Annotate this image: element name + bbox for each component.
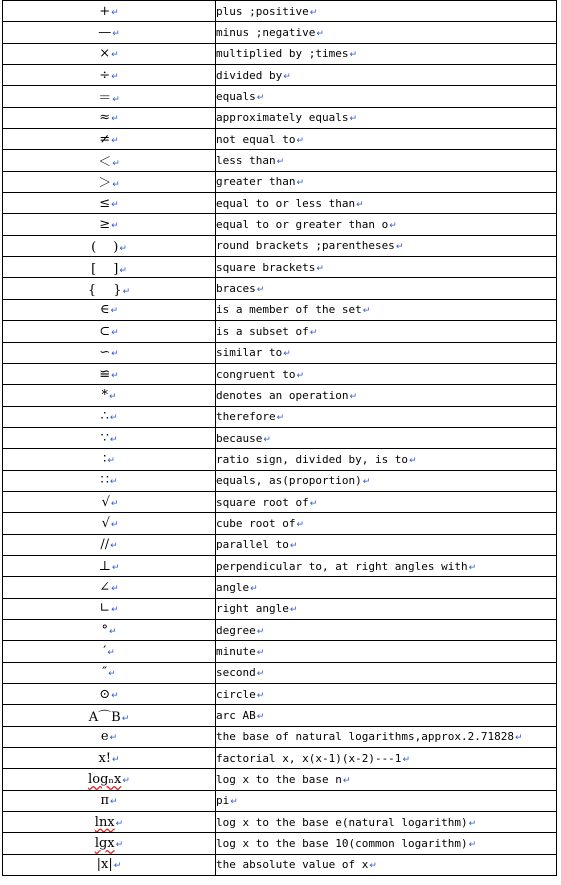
symbol-cell [3, 129, 216, 150]
paragraph-mark-icon: ↵ [111, 71, 119, 82]
symbol-text: { } [87, 283, 122, 299]
table-row [3, 513, 557, 534]
meaning-cell [216, 748, 557, 769]
paragraph-mark-icon: ↵ [111, 690, 119, 701]
paragraph-mark-icon: ↵ [110, 498, 119, 509]
paragraph-mark-icon: ↵ [395, 242, 404, 253]
symbol-text: ° [101, 622, 108, 638]
meaning-text: degree [216, 623, 256, 637]
paragraph-mark-icon: ↵ [110, 519, 119, 530]
symbol-cell [3, 43, 216, 64]
table-row [3, 278, 557, 299]
meaning-cell [216, 684, 557, 705]
table-row [3, 726, 557, 747]
symbol-text: ≠ [99, 131, 111, 147]
meaning-text: right angle [216, 602, 289, 616]
paragraph-mark-icon: ↵ [276, 413, 285, 424]
meaning-cell [216, 1, 557, 22]
symbol-cell [3, 812, 216, 833]
symbol-text: π [100, 793, 109, 809]
paragraph-mark-icon: ↵ [276, 157, 285, 168]
symbol-text: ＜ [98, 155, 112, 171]
table-row [3, 812, 557, 833]
symbol-text: ≈ [99, 110, 111, 126]
symbol-text: ⊙ [99, 686, 111, 702]
paragraph-mark-icon: ↵ [109, 413, 118, 424]
meaning-cell [216, 641, 557, 662]
table-row [3, 385, 557, 406]
meaning-cell [216, 342, 557, 363]
symbol-cell [3, 107, 216, 128]
meaning-cell [216, 726, 557, 747]
paragraph-mark-icon: ↵ [316, 263, 324, 274]
paragraph-mark-icon: ↵ [256, 712, 265, 723]
symbol-cell [3, 705, 216, 726]
symbol-cell [3, 619, 216, 640]
symbol-cell [3, 577, 216, 598]
meaning-text: second [216, 666, 256, 680]
table-row [3, 299, 557, 320]
symbol-cell [3, 385, 216, 406]
meaning-cell [216, 22, 557, 43]
symbol-text: |x| [96, 857, 113, 873]
symbol-cell [3, 684, 216, 705]
meaning-cell [216, 257, 557, 278]
paragraph-mark-icon: ↵ [256, 647, 265, 658]
meaning-text: similar to [216, 346, 283, 360]
meaning-text: approximately equals [216, 111, 349, 125]
paragraph-mark-icon: ↵ [349, 50, 357, 61]
symbol-text: * [101, 387, 108, 403]
symbol-cell [3, 641, 216, 662]
meaning-text: ratio sign, divided by, is to [216, 452, 409, 466]
paragraph-mark-icon: ↵ [112, 159, 120, 170]
symbol-text: ÷ [99, 67, 111, 83]
table-row [3, 22, 557, 43]
math-symbols-table [2, 0, 557, 876]
meaning-text: round brackets ;parentheses [216, 239, 395, 253]
symbol-cell [3, 214, 216, 235]
table-row [3, 534, 557, 555]
symbol-text: ∠ [99, 579, 111, 595]
paragraph-mark-icon: ↵ [230, 797, 238, 808]
symbol-cell [3, 150, 216, 171]
paragraph-mark-icon: ↵ [309, 498, 318, 509]
paragraph-mark-icon: ↵ [111, 135, 119, 146]
symbol-cell [3, 278, 216, 299]
symbol-cell [3, 427, 216, 448]
meaning-text: denotes an operation [216, 388, 349, 402]
paragraph-mark-icon: ↵ [283, 349, 291, 360]
meaning-cell [216, 833, 557, 854]
paragraph-mark-icon: ↵ [119, 265, 127, 276]
symbol-text: ⊥ [98, 558, 111, 574]
symbol-cell [3, 555, 216, 576]
table-row [3, 833, 557, 854]
symbol-text: ∈ [99, 302, 110, 318]
symbol-cell [3, 321, 216, 342]
meaning-cell [216, 513, 557, 534]
paragraph-mark-icon: ↵ [296, 178, 305, 189]
table-row [3, 129, 557, 150]
symbol-text: ＝ [98, 91, 112, 107]
paragraph-mark-icon: ↵ [263, 434, 271, 445]
meaning-cell [216, 577, 557, 598]
meaning-cell [216, 427, 557, 448]
paragraph-mark-icon: ↵ [362, 477, 371, 488]
paragraph-mark-icon: ↵ [111, 50, 119, 61]
paragraph-mark-icon: ↵ [119, 244, 127, 255]
symbol-cell [3, 342, 216, 363]
paragraph-mark-icon: ↵ [402, 754, 410, 765]
meaning-cell [216, 150, 557, 171]
meaning-cell [216, 385, 557, 406]
table-row [3, 684, 557, 705]
symbol-cell [3, 171, 216, 192]
paragraph-mark-icon: ↵ [111, 583, 119, 594]
meaning-text: the base of natural logarithms,approx.2.71828 [216, 730, 515, 744]
paragraph-mark-icon: ↵ [115, 840, 124, 851]
meaning-text: equal to or less than [216, 196, 356, 210]
paragraph-mark-icon: ↵ [111, 7, 119, 18]
paragraph-mark-icon: ↵ [515, 733, 523, 744]
meaning-text: multiplied by ;times [216, 47, 349, 61]
paragraph-mark-icon: ↵ [356, 199, 364, 210]
meaning-text: minus ;negative [216, 26, 316, 40]
meaning-cell [216, 321, 557, 342]
paragraph-mark-icon: ↵ [256, 93, 265, 104]
paragraph-mark-icon: ↵ [112, 180, 120, 191]
symbol-text: logₙx [88, 772, 122, 788]
meaning-cell [216, 43, 557, 64]
table-row [3, 748, 557, 769]
meaning-cell [216, 598, 557, 619]
symbol-text: ∶ [103, 451, 107, 467]
table-row [3, 193, 557, 214]
meaning-text: angle [216, 580, 250, 594]
paragraph-mark-icon: ↵ [111, 327, 119, 338]
table-row [3, 43, 557, 64]
meaning-text: equals, as(proportion) [216, 474, 362, 488]
symbol-text: [ ] [91, 261, 119, 277]
symbol-text: ＞ [98, 176, 112, 192]
paragraph-mark-icon: ↵ [112, 29, 120, 40]
meaning-cell [216, 769, 557, 790]
symbol-cell [3, 1, 216, 22]
table-row [3, 257, 557, 278]
symbol-text: ⊂ [99, 323, 111, 339]
paragraph-mark-icon: ↵ [111, 605, 119, 616]
symbol-text: ≌ [99, 366, 111, 382]
table-row [3, 235, 557, 256]
table-row [3, 619, 557, 640]
paragraph-mark-icon: ↵ [112, 95, 120, 106]
symbol-cell [3, 363, 216, 384]
symbol-cell [3, 726, 216, 747]
table-row [3, 86, 557, 107]
symbol-cell [3, 22, 216, 43]
paragraph-mark-icon: ↵ [389, 221, 397, 232]
paragraph-mark-icon: ↵ [108, 391, 117, 402]
symbol-text: e [100, 729, 109, 745]
paragraph-mark-icon: ↵ [256, 690, 265, 701]
table-row [3, 449, 557, 470]
meaning-text: perpendicular to, at right angles with [216, 559, 468, 573]
paragraph-mark-icon: ↵ [112, 754, 120, 765]
paragraph-mark-icon: ↵ [121, 714, 130, 725]
meaning-text: circle [216, 687, 256, 701]
paragraph-mark-icon: ↵ [110, 306, 119, 317]
symbol-cell [3, 86, 216, 107]
symbol-cell [3, 769, 216, 790]
meaning-cell [216, 299, 557, 320]
meaning-cell [216, 129, 557, 150]
meaning-cell [216, 705, 557, 726]
table-row [3, 214, 557, 235]
symbol-text: ( ) [91, 240, 119, 256]
paragraph-mark-icon: ↵ [296, 370, 305, 381]
symbol-text: √ [101, 515, 110, 531]
paragraph-mark-icon: ↵ [349, 114, 357, 125]
paragraph-mark-icon: ↵ [110, 797, 118, 808]
paragraph-mark-icon: ↵ [256, 285, 265, 296]
meaning-cell [216, 470, 557, 491]
table-body [3, 1, 557, 876]
symbol-cell [3, 598, 216, 619]
paragraph-mark-icon: ↵ [468, 562, 477, 573]
symbol-text: ′ [103, 643, 107, 659]
paragraph-mark-icon: ↵ [109, 434, 118, 445]
meaning-text: divided by [216, 68, 283, 82]
meaning-text: minute [216, 644, 256, 658]
meaning-cell [216, 406, 557, 427]
meaning-text: pi [216, 794, 230, 808]
meaning-text: equal to or greater than o [216, 218, 389, 232]
symbol-text: + [99, 3, 111, 19]
meaning-cell [216, 235, 557, 256]
symbol-cell [3, 854, 216, 875]
paragraph-mark-icon: ↵ [289, 541, 298, 552]
paragraph-mark-icon: ↵ [122, 776, 130, 787]
table-row [3, 705, 557, 726]
meaning-cell [216, 193, 557, 214]
paragraph-mark-icon: ↵ [108, 626, 117, 637]
meaning-cell [216, 555, 557, 576]
table-row [3, 65, 557, 86]
paragraph-mark-icon: ↵ [111, 114, 119, 125]
paragraph-mark-icon: ↵ [110, 541, 118, 552]
symbol-cell [3, 449, 216, 470]
paragraph-mark-icon: ↵ [250, 583, 258, 594]
table-row [3, 555, 557, 576]
symbol-text: ∟ [99, 601, 111, 617]
symbol-cell [3, 299, 216, 320]
table-row [3, 598, 557, 619]
table-row [3, 854, 557, 875]
paragraph-mark-icon: ↵ [296, 519, 305, 530]
meaning-cell [216, 812, 557, 833]
symbol-text: — [98, 25, 112, 41]
table-row [3, 427, 557, 448]
meaning-cell [216, 171, 557, 192]
symbol-text: lnx [94, 814, 115, 830]
table-row [3, 769, 557, 790]
paragraph-mark-icon: ↵ [468, 840, 477, 851]
table-row [3, 577, 557, 598]
meaning-text: plus ;positive [216, 4, 309, 18]
symbol-text: ∷ [100, 473, 109, 489]
meaning-cell [216, 534, 557, 555]
meaning-text: because [216, 431, 263, 445]
meaning-text: square brackets [216, 260, 316, 274]
symbol-text: ≤ [99, 195, 111, 211]
meaning-cell [216, 491, 557, 512]
meaning-cell [216, 65, 557, 86]
symbol-cell [3, 406, 216, 427]
paragraph-mark-icon: ↵ [468, 818, 477, 829]
meaning-text: parallel to [216, 538, 289, 552]
table-row [3, 662, 557, 683]
paragraph-mark-icon: ↵ [409, 455, 417, 466]
table-row [3, 150, 557, 171]
paragraph-mark-icon: ↵ [309, 327, 318, 338]
paragraph-mark-icon: ↵ [111, 370, 119, 381]
symbol-cell [3, 833, 216, 854]
symbol-cell [3, 65, 216, 86]
meaning-cell [216, 619, 557, 640]
table-row [3, 1, 557, 22]
table-row [3, 790, 557, 811]
table-row [3, 107, 557, 128]
paragraph-mark-icon: ↵ [108, 669, 116, 680]
table-row [3, 491, 557, 512]
meaning-cell [216, 363, 557, 384]
paragraph-mark-icon: ↵ [283, 71, 291, 82]
meaning-cell [216, 214, 557, 235]
paragraph-mark-icon: ↵ [111, 221, 119, 232]
meaning-cell [216, 854, 557, 875]
paragraph-mark-icon: ↵ [342, 776, 351, 787]
symbol-cell [3, 257, 216, 278]
symbol-cell [3, 534, 216, 555]
paragraph-mark-icon: ↵ [316, 29, 324, 40]
table-row [3, 321, 557, 342]
meaning-text: braces [216, 282, 256, 296]
paragraph-mark-icon: ↵ [256, 626, 265, 637]
meaning-text: equals [216, 90, 256, 104]
meaning-text: is a member of the set [216, 303, 362, 317]
symbol-text: // [100, 537, 110, 553]
meaning-cell [216, 662, 557, 683]
paragraph-mark-icon: ↵ [109, 733, 118, 744]
meaning-text: greater than [216, 175, 296, 189]
paragraph-mark-icon: ↵ [289, 605, 298, 616]
paragraph-mark-icon: ↵ [369, 861, 377, 872]
symbol-cell [3, 235, 216, 256]
table-row [3, 470, 557, 491]
paragraph-mark-icon: ↵ [309, 7, 318, 18]
symbol-text: ∴ [100, 409, 109, 425]
meaning-text: log x to the base n [216, 773, 342, 787]
paragraph-mark-icon: ↵ [296, 135, 305, 146]
symbol-text: lgx [94, 836, 115, 852]
meaning-cell [216, 278, 557, 299]
paragraph-mark-icon: ↵ [113, 861, 122, 872]
paragraph-mark-icon: ↵ [349, 391, 357, 402]
symbol-text: A⌒B [88, 710, 121, 726]
symbol-cell [3, 513, 216, 534]
paragraph-mark-icon: ↵ [107, 455, 115, 466]
table-row [3, 342, 557, 363]
meaning-text: the absolute value of x [216, 858, 369, 872]
meaning-text: log x to the base 10(common logarithm) [216, 837, 468, 851]
symbol-text: ∽ [99, 345, 111, 361]
meaning-cell [216, 790, 557, 811]
paragraph-mark-icon: ↵ [107, 647, 115, 658]
table-row [3, 406, 557, 427]
symbol-cell [3, 748, 216, 769]
paragraph-mark-icon: ↵ [362, 306, 371, 317]
meaning-text: arc AB [216, 709, 256, 723]
meaning-text: cube root of [216, 516, 296, 530]
paragraph-mark-icon: ↵ [115, 818, 124, 829]
symbol-cell [3, 470, 216, 491]
symbol-cell [3, 790, 216, 811]
table-row [3, 363, 557, 384]
symbol-text: √ [101, 494, 110, 510]
symbol-text: ″ [102, 665, 108, 681]
paragraph-mark-icon: ↵ [111, 349, 119, 360]
meaning-text: therefore [216, 410, 276, 424]
table-row [3, 641, 557, 662]
symbol-text: x! [98, 750, 111, 766]
symbol-text: ≥ [99, 217, 111, 233]
meaning-cell [216, 86, 557, 107]
meaning-cell [216, 449, 557, 470]
symbol-cell [3, 491, 216, 512]
table-row [3, 171, 557, 192]
meaning-text: less than [216, 154, 276, 168]
meaning-text: square root of [216, 495, 309, 509]
meaning-text: not equal to [216, 132, 296, 146]
symbol-cell [3, 193, 216, 214]
paragraph-mark-icon: ↵ [122, 287, 131, 298]
paragraph-mark-icon: ↵ [109, 477, 118, 488]
meaning-cell [216, 107, 557, 128]
symbol-cell [3, 662, 216, 683]
meaning-text: log x to the base e(natural logarithm) [216, 815, 468, 829]
paragraph-mark-icon: ↵ [111, 562, 120, 573]
meaning-text: factorial x, x(x-1)(x-2)---1 [216, 751, 402, 765]
meaning-text: is a subset of [216, 324, 309, 338]
paragraph-mark-icon: ↵ [111, 199, 119, 210]
meaning-text: congruent to [216, 367, 296, 381]
paragraph-mark-icon: ↵ [256, 669, 265, 680]
symbol-text: ∵ [100, 430, 109, 446]
symbol-text: × [99, 46, 111, 62]
